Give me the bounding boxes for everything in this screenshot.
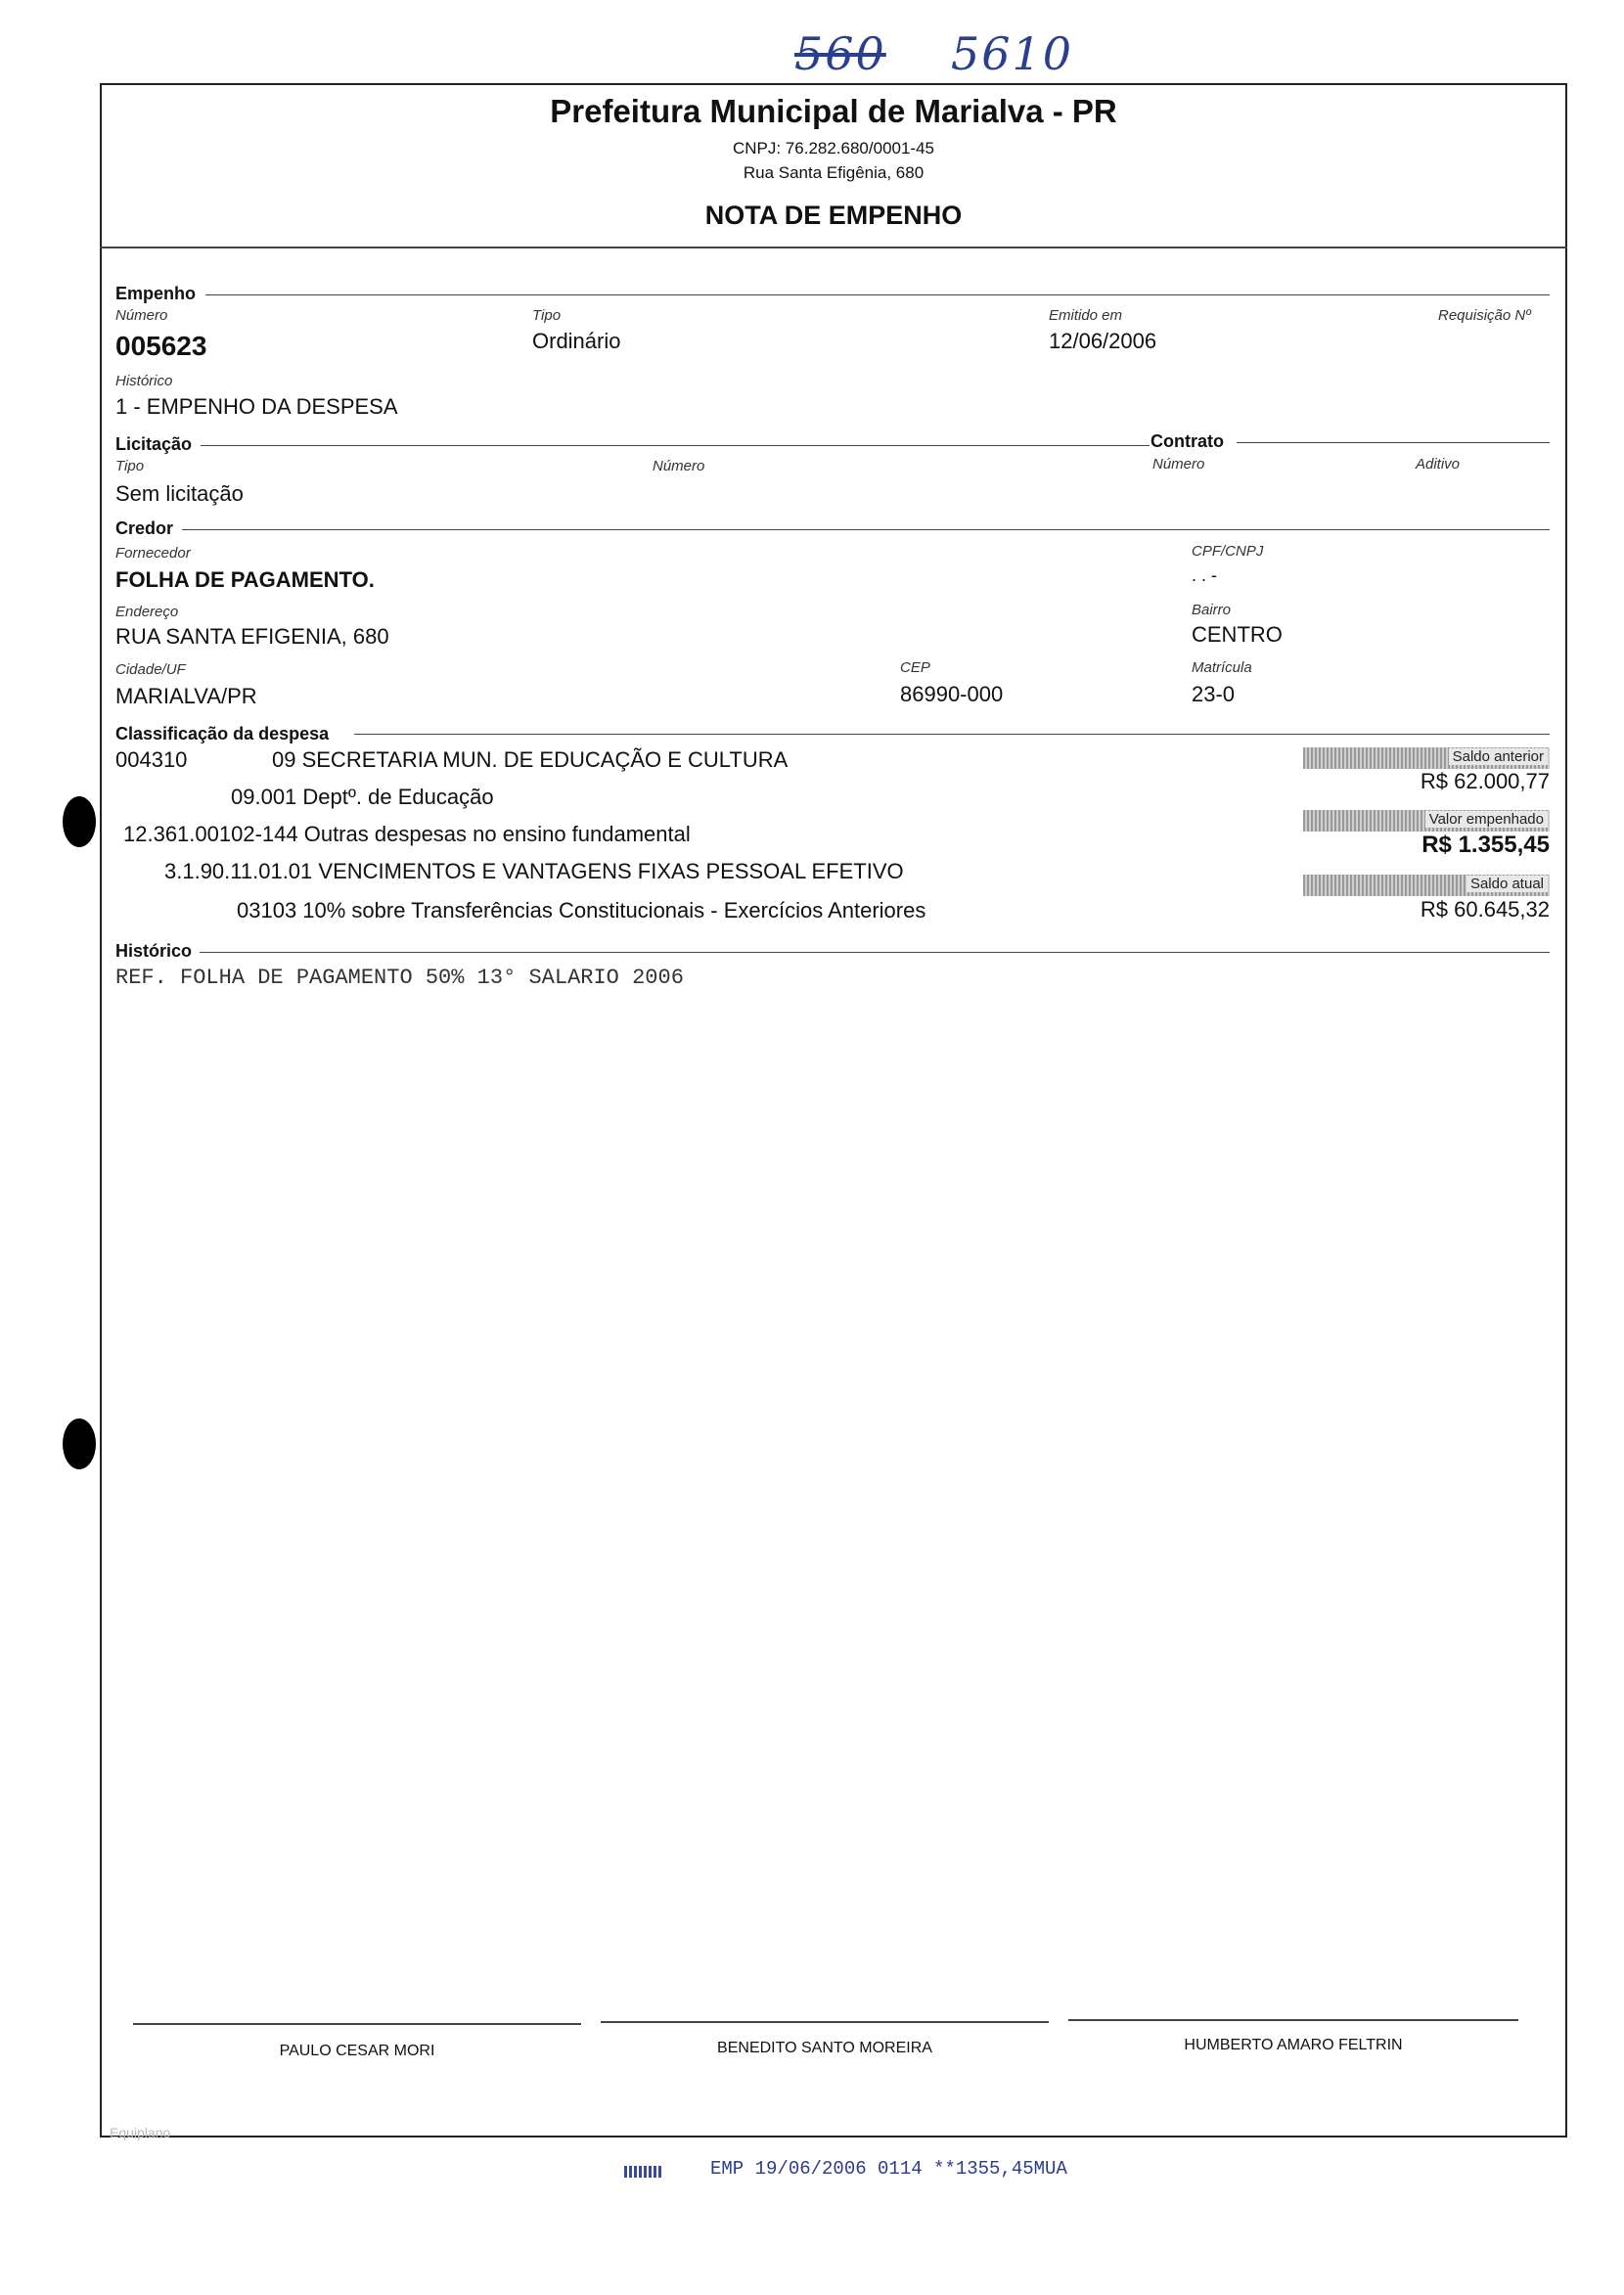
stamp-barcode	[624, 2166, 663, 2178]
licitacao-tipo-label: Tipo	[115, 458, 145, 474]
header-address: Rua Santa Efigênia, 680	[743, 163, 925, 182]
section-credor: Credor	[115, 518, 174, 538]
contrato-aditivo-label: Aditivo	[1416, 456, 1461, 472]
signature-name-2: BENEDITO SANTO MOREIRA	[717, 2040, 932, 2056]
signature-line	[1068, 2019, 1518, 2021]
licitacao-tipo-value: Sem licitação	[115, 481, 244, 506]
punch-hole	[63, 796, 96, 847]
classificacao-unidade: 09.001 Deptº. de Educação	[231, 785, 494, 809]
saldo-anterior-label: Saldo anterior	[1449, 748, 1548, 765]
historico-text: REF. FOLHA DE PAGAMENTO 50% 13° SALARIO 2006	[115, 966, 684, 990]
header-cnpj: CNPJ: 76.282.680/0001-45	[732, 139, 935, 158]
divider	[1237, 442, 1550, 443]
empenho-number: 005623	[115, 331, 207, 361]
endereco-value: RUA SANTA EFIGENIA, 680	[115, 624, 389, 649]
bairro-label: Bairro	[1192, 602, 1232, 618]
section-licitacao: Licitação	[115, 434, 193, 454]
classificacao-funcional: 12.361.00102-144 Outras despesas no ensino fundamental	[123, 822, 691, 846]
cash-register-stamp: EMP 19/06/2006 0114 **1355,45MUA	[710, 2158, 1067, 2180]
saldo-atual-value: R$ 60.645,32	[1420, 897, 1550, 922]
matricula-label: Matrícula	[1192, 659, 1252, 676]
punch-hole	[63, 1418, 96, 1469]
cidade-value: MARIALVA/PR	[115, 684, 257, 708]
signature-line	[133, 2023, 581, 2025]
document-frame	[100, 83, 1567, 2138]
historico-value: 1 - EMPENHO DA DESPESA	[115, 394, 398, 419]
cpf-label: CPF/CNPJ	[1192, 543, 1264, 560]
section-classificacao: Classificação da despesa	[115, 724, 330, 743]
divider	[354, 734, 1550, 735]
signature-name-3: HUMBERTO AMARO FELTRIN	[1184, 2037, 1403, 2053]
contrato-numero-label: Número	[1152, 456, 1205, 472]
tipo-label: Tipo	[532, 307, 562, 324]
tipo-value: Ordinário	[532, 329, 621, 353]
divider	[201, 445, 1150, 446]
cidade-label: Cidade/UF	[115, 661, 186, 678]
matricula-value: 23-0	[1192, 682, 1236, 706]
cep-value: 86990-000	[900, 682, 1004, 706]
handwritten-struck-number: 560	[794, 27, 886, 80]
divider	[205, 294, 1550, 295]
saldo-anterior-value: R$ 62.000,77	[1420, 769, 1550, 793]
valor-empenhado-label: Valor empenhado	[1425, 811, 1548, 828]
cpf-value: . . -	[1192, 565, 1217, 585]
endereco-label: Endereço	[115, 604, 179, 620]
classificacao-fonte: 03103 10% sobre Transferências Constitucionais - Exercícios Anteriores	[237, 898, 926, 922]
section-contrato: Contrato	[1150, 431, 1224, 451]
signature-name-1: PAULO CESAR MORI	[279, 2043, 435, 2059]
licitacao-numero-label: Número	[653, 458, 705, 474]
document-title: NOTA DE EMPENHO	[704, 201, 963, 230]
handwritten-number: 5610	[951, 27, 1074, 80]
divider	[200, 952, 1550, 953]
header-divider	[100, 247, 1567, 248]
classificacao-orgao: 09 SECRETARIA MUN. DE EDUCAÇÃO E CULTURA	[272, 747, 789, 772]
classificacao-elemento: 3.1.90.11.01.01 VENCIMENTOS E VANTAGENS FIXAS PESSOAL EFETIVO	[164, 859, 904, 883]
fornecedor-value: FOLHA DE PAGAMENTO.	[115, 567, 375, 592]
numero-label: Número	[115, 307, 168, 324]
historico-label: Histórico	[115, 373, 173, 389]
divider	[182, 529, 1550, 530]
valor-empenhado-value: R$ 1.355,45	[1421, 832, 1550, 858]
emitido-value: 12/06/2006	[1049, 329, 1157, 353]
cep-label: CEP	[900, 659, 930, 676]
classificacao-code: 004310	[115, 747, 188, 772]
brand-watermark: Equiplano	[110, 2125, 171, 2140]
section-empenho: Empenho	[115, 284, 197, 303]
fornecedor-label: Fornecedor	[115, 545, 191, 562]
section-historico: Histórico	[115, 941, 193, 961]
saldo-atual-label: Saldo atual	[1466, 876, 1548, 892]
bairro-value: CENTRO	[1192, 622, 1283, 647]
requisicao-label: Requisição Nº	[1438, 307, 1531, 324]
page-title: Prefeitura Municipal de Marialva - PR	[550, 93, 1117, 129]
emitido-label: Emitido em	[1049, 307, 1123, 324]
signature-line	[601, 2021, 1049, 2023]
